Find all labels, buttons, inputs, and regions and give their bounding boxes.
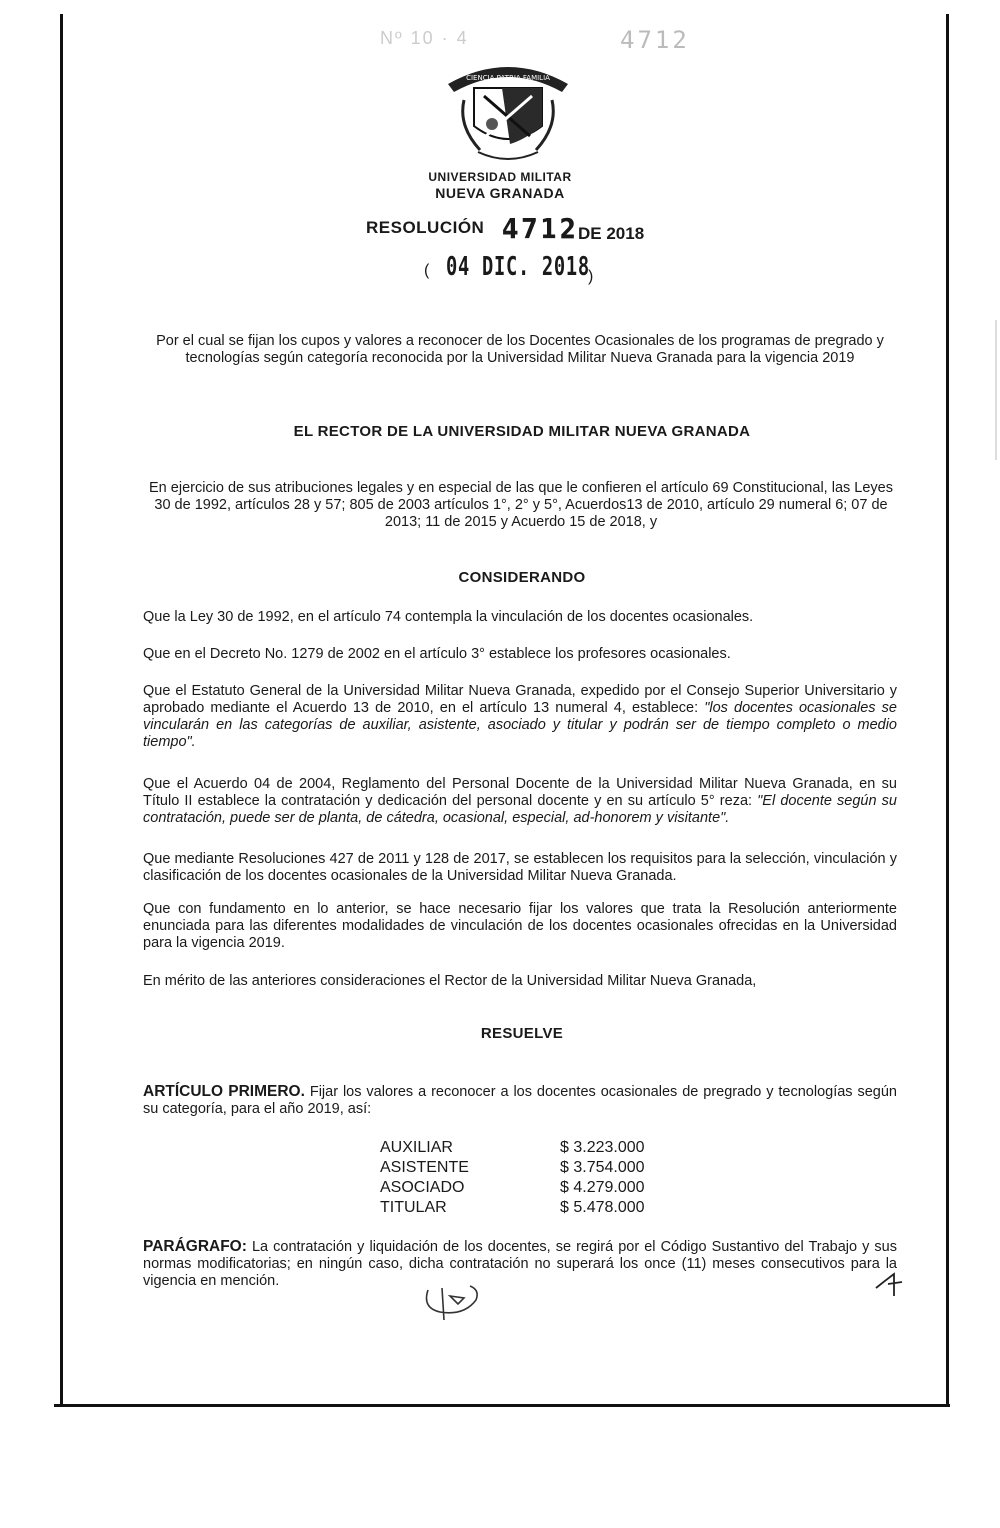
considerando-1: Que la Ley 30 de 1992, en el artículo 74 contempla la vinculación de los docentes ocasionales. (143, 609, 754, 625)
category-name: ASISTENTE (380, 1159, 469, 1176)
considerando-3-text: Que el Estatuto General de la Universidad Militar Nueva Granada, expedido por el Consejo Superior Universitario y aprobado mediante el Acuerdo 13 de 2010, en el artículo 13 numeral 4, establece: (143, 683, 897, 716)
considerando-4 (143, 776, 897, 827)
category-name: ASOCIADO (380, 1179, 465, 1196)
university-crest-logo (440, 56, 576, 168)
university-name-line2: NUEVA GRANADA (435, 185, 565, 201)
articulo-primero (143, 1083, 897, 1118)
crest-base-ribbon (478, 152, 538, 159)
articulo-primero-text: Fijar los valores a reconocer a los docentes ocasionales de pregrado y tecnologías según su categoría, para el año 2019, así: (143, 1084, 897, 1117)
rector-heading: EL RECTOR DE LA UNIVERSIDAD MILITAR NUEVA GRANADA (293, 423, 751, 440)
margin-initial-signature (872, 1268, 906, 1298)
category-values (560, 1138, 645, 1218)
legal-attributions: En ejercicio de sus atribuciones legales y en especial de las que le confieren el artículo 69 Constitucional, las Leyes 30 de 1992, artículos 28 y 57; 805 de 2003 artículos 1°, 2° y 5°, Acuerdos13 de 2010, artículo 29 numeral 6; 07 de 2013; 11 de 2015 y Acuerdo 15 de 2018, y (149, 480, 893, 530)
articulo-primero-label: ARTÍCULO PRIMERO. (143, 1083, 305, 1100)
considerando-5: Que mediante Resoluciones 427 de 2011 y 128 de 2017, se establecen los requisitos para la selección, vinculación y clasificación de los docentes ocasionales de la Universidad Militar Nueva Granada. (143, 851, 897, 884)
resolution-label: RESOLUCIÓN (366, 218, 485, 237)
resolution-number: 4712 (502, 212, 579, 245)
category-value: $ 3.223.000 (560, 1139, 645, 1156)
considerando-4-quote: "El docente según su contratación, puede ser de planta, de cátedra, ocasional, especial, ad-honorem y visitante". (143, 793, 897, 826)
date-stamp: 04 DIC. 2018 (446, 252, 590, 282)
considerando-2: Que en el Decreto No. 1279 de 2002 en el artículo 3° establece los profesores ocasionales. (143, 646, 731, 662)
considerando-6: Que con fundamento en lo anterior, se hace necesario fijar los valores que trata la Resolución anteriormente enunciada para las diferentes modalidades de vinculación de los docentes ocasionales ofrecidas en la Universidad para la vigencia 2019. (143, 901, 897, 951)
date-paren-close: ) (588, 268, 594, 285)
category-value: $ 5.478.000 (560, 1199, 645, 1216)
page-frame-bottom (54, 1404, 950, 1407)
considerando-7: En mérito de las anteriores consideraciones el Rector de la Universidad Militar Nueva Granada, (143, 973, 757, 989)
university-name-line1: UNIVERSIDAD MILITAR (428, 170, 572, 184)
resolution-year: DE 2018 (578, 224, 645, 243)
faint-stamp-text: Nº 10 · 4 (380, 28, 469, 48)
category-value: $ 3.754.000 (560, 1159, 645, 1176)
category-name: AUXILIAR (380, 1139, 453, 1156)
considerando-4-text: Que el Acuerdo 04 de 2004, Reglamento del Personal Docente de la Universidad Militar Nueva Granada, en su Título II establece la contratación y dedicación del personal docente y en su artículo 5° reza: (143, 776, 897, 809)
page-frame-right (946, 14, 949, 1406)
category-names (380, 1138, 469, 1218)
considerando-3-quote: "los docentes ocasionales se vincularán en las categorías de auxiliar, asistente, asociado y titular y podrán ser de tiempo completo o medio tiempo". (143, 700, 897, 750)
resuelve-heading: RESUELVE (480, 1025, 564, 1042)
category-name: TITULAR (380, 1199, 447, 1216)
top-stamp-number: 4712 (620, 26, 690, 54)
globe-icon (486, 118, 498, 130)
category-value: $ 4.279.000 (560, 1179, 645, 1196)
logo-motto-text: CIENCIA PATRIA FAMILIA (466, 74, 550, 82)
paragrafo-text: La contratación y liquidación de los docentes, se regirá por el Código Sustantivo del Trabajo y sus normas modificatorias; en ningún caso, dicha contratación no superará los once (11) meses consecutivos para la vigencia en mención. (143, 1239, 897, 1289)
paragrafo (143, 1238, 897, 1290)
considerando-3 (143, 683, 897, 751)
considerando-heading: CONSIDERANDO (458, 569, 586, 586)
paragrafo-label: PARÁGRAFO: (143, 1238, 247, 1255)
page-frame-left (60, 14, 63, 1406)
initials-signature (420, 1278, 482, 1320)
resolution-subject: Por el cual se fijan los cupos y valores a reconocer de los Docentes Ocasionales de los programas de pregrado y tecnologías según categoría reconocida por la Universidad Militar Nueva Granada para la vigencia 2019 (156, 333, 884, 366)
date-paren-open: ( (424, 262, 430, 279)
